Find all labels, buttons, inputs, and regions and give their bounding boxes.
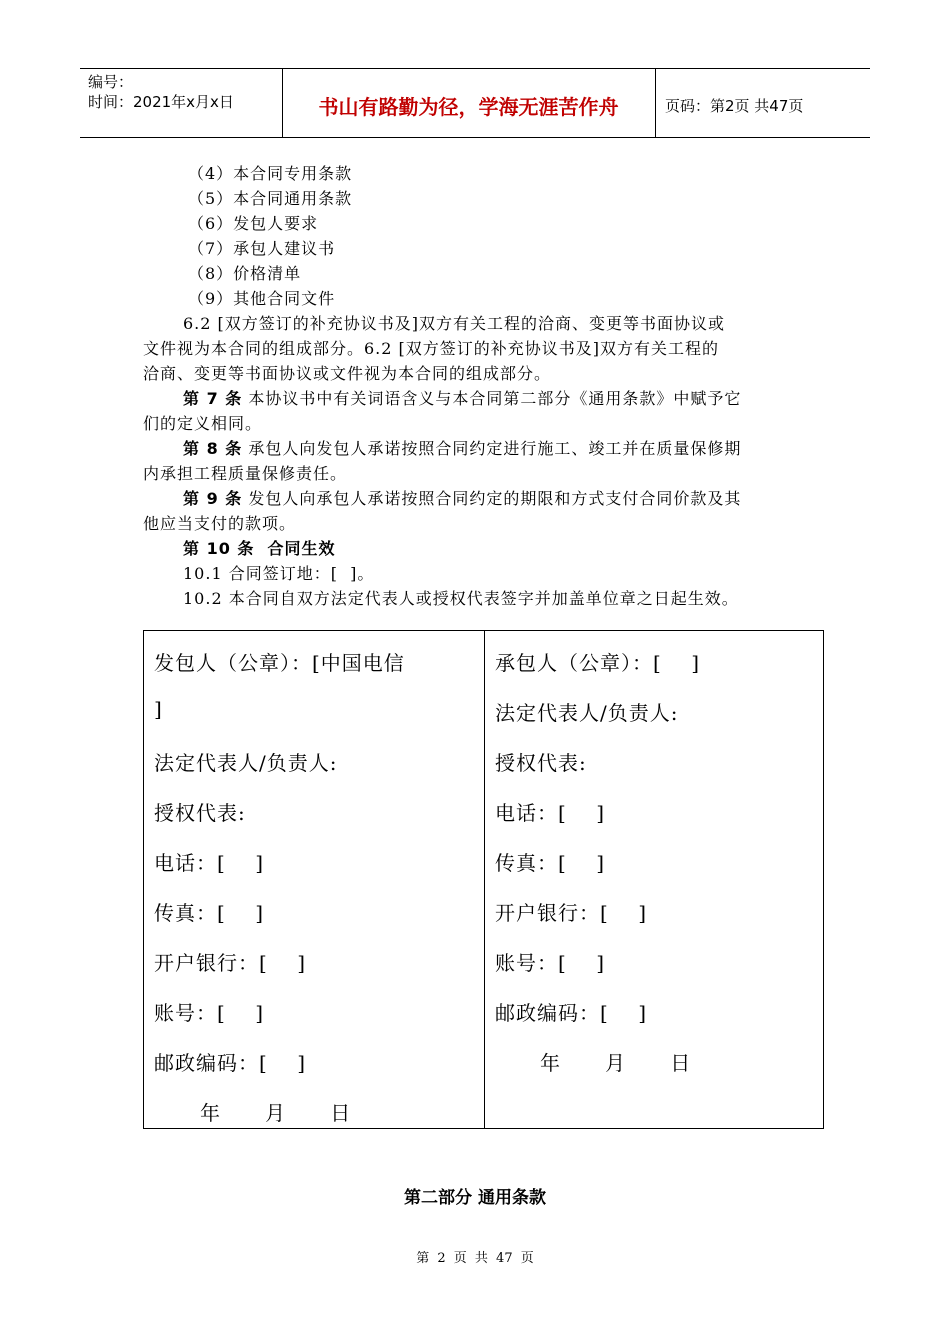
contractor-date-field: 年 月 日: [540, 1051, 692, 1075]
signature-table: [143, 630, 824, 1129]
article-8: [183, 436, 741, 459]
clause-6-2-line: 文件视为本合同的组成部分。6.2 [双方签订的补充协议书及]双方有关工程的: [143, 339, 720, 358]
article-9-text: 发包人向承包人承诺按照合同约定的期限和方式支付合同价款及其: [248, 489, 742, 508]
article-10-title: [183, 536, 336, 559]
employer-date-field: 年 月 日: [200, 1101, 352, 1125]
contractor-postcode-field: 邮政编码：[ ]: [495, 1001, 648, 1025]
part-two-title: 第二部分 通用条款: [404, 1188, 546, 1208]
clause-10-1: 10.1 合同签订地：[ ]。: [183, 564, 375, 583]
employer-bank-field: 开户银行：[ ]: [154, 951, 307, 975]
employer-seal-field-close: ]: [154, 697, 163, 721]
contractor-phone-field: 电话：[ ]: [495, 801, 606, 825]
employer-seal-field: 发包人（公章）：[中国电信: [154, 651, 405, 675]
header-middle-cell: [282, 69, 656, 137]
contractor-bank-field: 开户银行：[ ]: [495, 901, 648, 925]
list-item: （5）本合同通用条款: [188, 189, 353, 208]
header-motto: 书山有路勤为径，学海无涯苦作舟: [318, 95, 619, 119]
employer-legal-rep-field: 法定代表人/负责人:: [154, 751, 338, 775]
contractor-fax-field: 传真：[ ]: [495, 851, 606, 875]
page-header: [80, 68, 870, 138]
article-8-text: 承包人向发包人承诺按照合同约定进行施工、竣工并在质量保修期: [248, 439, 742, 458]
document-number-label: 编号：: [88, 73, 134, 91]
contractor-account-field: 账号：[ ]: [495, 951, 606, 975]
article-10-title-text: 第 10 条 合同生效: [183, 539, 336, 558]
article-9: [183, 486, 741, 509]
article-8-label: 第 8 条: [183, 439, 243, 458]
contractor-legal-rep-field: 法定代表人/负责人:: [495, 701, 679, 725]
clause-6-2-line: 洽商、变更等书面协议或文件视为本合同的组成部分。: [143, 364, 552, 383]
signature-table-divider: [484, 631, 485, 1128]
contractor-seal-field: 承包人（公章）：[ ]: [495, 651, 701, 675]
list-item: （6）发包人要求: [188, 214, 319, 233]
list-item: （8）价格清单: [188, 264, 302, 283]
page-footer: 第 2 页 共 47 页: [416, 1251, 534, 1266]
header-left-cell: [80, 69, 283, 137]
employer-postcode-field: 邮政编码：[ ]: [154, 1051, 307, 1075]
employer-phone-field: 电话：[ ]: [154, 851, 265, 875]
header-page-info: 页码：第2页 共47页: [665, 97, 804, 115]
article-7-continuation: 们的定义相同。: [143, 414, 263, 433]
article-9-continuation: 他应当支付的款项。: [143, 514, 297, 533]
article-7-text: 本协议书中有关词语含义与本合同第二部分《通用条款》中赋予它: [248, 389, 742, 408]
employer-authorized-rep-field: 授权代表:: [154, 801, 246, 825]
article-8-continuation: 内承担工程质量保修责任。: [143, 464, 348, 483]
article-7-label: 第 7 条: [183, 389, 243, 408]
employer-fax-field: 传真：[ ]: [154, 901, 265, 925]
document-time-label: 时间：2021年x月x日: [88, 93, 234, 111]
article-7: [183, 386, 741, 409]
contractor-authorized-rep-field: 授权代表:: [495, 751, 587, 775]
clause-6-2-line: 6.2 [双方签订的补充协议书及]双方有关工程的洽商、变更等书面协议或: [183, 314, 726, 333]
list-item: （4）本合同专用条款: [188, 164, 353, 183]
employer-account-field: 账号：[ ]: [154, 1001, 265, 1025]
header-right-cell: [655, 69, 870, 137]
list-item: （9）其他合同文件: [188, 289, 336, 308]
clause-10-2: 10.2 本合同自双方法定代表人或授权代表签字并加盖单位章之日起生效。: [183, 589, 739, 608]
list-item: （7）承包人建议书: [188, 239, 336, 258]
article-9-label: 第 9 条: [183, 489, 243, 508]
